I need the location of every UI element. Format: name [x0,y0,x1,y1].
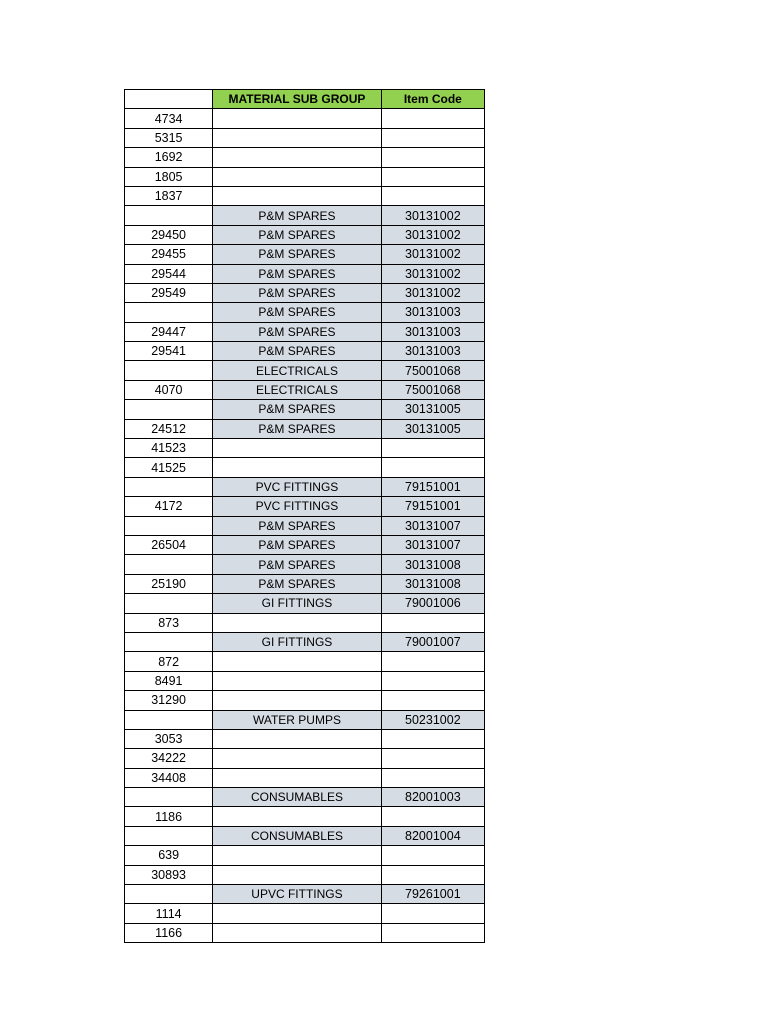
cell-material-sub-group [213,109,381,128]
cell-material-sub-group: CONSUMABLES [213,826,381,845]
cell-number [125,303,213,322]
cell-number: 3053 [125,729,213,748]
cell-material-sub-group: UPVC FITTINGS [213,885,381,904]
cell-number: 639 [125,846,213,865]
table-row [125,613,485,632]
cell-number: 1837 [125,186,213,205]
cell-number: 8491 [125,671,213,690]
cell-material-sub-group: P&M SPARES [213,225,381,244]
cell-item-code [381,807,484,826]
table-row [125,225,485,244]
table-row [125,128,485,147]
table-row [125,477,485,496]
cell-item-code [381,439,484,458]
cell-material-sub-group: P&M SPARES [213,419,381,438]
cell-item-code [381,186,484,205]
table-row [125,807,485,826]
table-row [125,303,485,322]
table-row [125,729,485,748]
cell-item-code [381,865,484,884]
cell-number: 29450 [125,225,213,244]
cell-item-code: 30131002 [381,283,484,302]
table-row [125,264,485,283]
cell-material-sub-group [213,128,381,147]
cell-item-code: 30131002 [381,245,484,264]
cell-number: 29541 [125,342,213,361]
cell-number: 29447 [125,322,213,341]
table-row [125,826,485,845]
cell-number: 34408 [125,768,213,787]
cell-number: 34222 [125,749,213,768]
cell-number [125,400,213,419]
cell-item-code [381,128,484,147]
table-row [125,361,485,380]
cell-item-code: 79001006 [381,594,484,613]
cell-number [125,788,213,807]
header-cell-material-sub-group: MATERIAL SUB GROUP [213,90,381,109]
table-row [125,865,485,884]
table-row [125,788,485,807]
table-row [125,186,485,205]
table-row [125,923,485,942]
cell-material-sub-group [213,729,381,748]
cell-item-code [381,652,484,671]
table-row [125,885,485,904]
cell-number: 29549 [125,283,213,302]
cell-material-sub-group: GI FITTINGS [213,594,381,613]
cell-item-code [381,768,484,787]
cell-item-code [381,671,484,690]
table-row [125,749,485,768]
table-row [125,283,485,302]
cell-number: 25190 [125,574,213,593]
cell-number: 4070 [125,380,213,399]
table-row [125,419,485,438]
cell-number [125,594,213,613]
table-row [125,632,485,651]
table-body [125,109,485,943]
cell-material-sub-group: CONSUMABLES [213,788,381,807]
table-row [125,691,485,710]
cell-item-code [381,109,484,128]
cell-material-sub-group: P&M SPARES [213,535,381,554]
cell-material-sub-group [213,768,381,787]
cell-number: 872 [125,652,213,671]
table-row [125,535,485,554]
cell-item-code: 30131003 [381,303,484,322]
table-row [125,516,485,535]
cell-number [125,206,213,225]
cell-number [125,555,213,574]
cell-material-sub-group: GI FITTINGS [213,632,381,651]
cell-item-code: 30131002 [381,264,484,283]
cell-number [125,516,213,535]
table-row [125,458,485,477]
cell-material-sub-group: PVC FITTINGS [213,497,381,516]
cell-material-sub-group [213,904,381,923]
table-row [125,671,485,690]
cell-number: 5315 [125,128,213,147]
cell-material-sub-group: P&M SPARES [213,283,381,302]
table-header [125,90,485,109]
cell-item-code [381,458,484,477]
table-row [125,400,485,419]
cell-number: 24512 [125,419,213,438]
cell-number: 29455 [125,245,213,264]
table-row [125,574,485,593]
cell-number [125,477,213,496]
cell-item-code: 50231002 [381,710,484,729]
cell-material-sub-group: WATER PUMPS [213,710,381,729]
table-row [125,245,485,264]
cell-material-sub-group: P&M SPARES [213,322,381,341]
cell-material-sub-group: ELECTRICALS [213,380,381,399]
table-row [125,904,485,923]
cell-material-sub-group: P&M SPARES [213,516,381,535]
cell-item-code: 75001068 [381,380,484,399]
table-row [125,768,485,787]
cell-material-sub-group [213,691,381,710]
cell-item-code: 82001003 [381,788,484,807]
cell-material-sub-group [213,923,381,942]
cell-number: 41523 [125,439,213,458]
cell-item-code: 30131002 [381,225,484,244]
cell-number [125,710,213,729]
cell-item-code: 30131003 [381,322,484,341]
header-row [125,90,485,109]
cell-material-sub-group: P&M SPARES [213,574,381,593]
table-row [125,109,485,128]
cell-item-code: 79151001 [381,497,484,516]
cell-number: 26504 [125,535,213,554]
cell-material-sub-group [213,613,381,632]
table-row [125,652,485,671]
cell-material-sub-group [213,439,381,458]
cell-material-sub-group [213,749,381,768]
cell-material-sub-group: P&M SPARES [213,342,381,361]
cell-item-code: 75001068 [381,361,484,380]
cell-item-code: 30131005 [381,419,484,438]
header-cell-number [125,90,213,109]
cell-item-code: 79001007 [381,632,484,651]
cell-material-sub-group [213,652,381,671]
cell-number: 1114 [125,904,213,923]
cell-item-code: 30131002 [381,206,484,225]
table-row [125,206,485,225]
cell-number: 29544 [125,264,213,283]
cell-item-code: 30131007 [381,535,484,554]
cell-number [125,632,213,651]
cell-item-code: 30131008 [381,555,484,574]
cell-material-sub-group [213,846,381,865]
cell-material-sub-group [213,148,381,167]
cell-material-sub-group: P&M SPARES [213,245,381,264]
table-row [125,148,485,167]
cell-material-sub-group: P&M SPARES [213,400,381,419]
cell-item-code [381,729,484,748]
cell-item-code: 79261001 [381,885,484,904]
table-row [125,497,485,516]
cell-number: 4172 [125,497,213,516]
cell-item-code: 30131007 [381,516,484,535]
table-row [125,555,485,574]
cell-item-code: 79151001 [381,477,484,496]
cell-item-code [381,691,484,710]
cell-number: 30893 [125,865,213,884]
table-row [125,322,485,341]
cell-number: 1166 [125,923,213,942]
table-row [125,710,485,729]
cell-material-sub-group [213,807,381,826]
table-row [125,594,485,613]
cell-material-sub-group: P&M SPARES [213,206,381,225]
table-row [125,167,485,186]
cell-material-sub-group [213,865,381,884]
cell-material-sub-group [213,671,381,690]
cell-item-code: 30131005 [381,400,484,419]
cell-material-sub-group [213,167,381,186]
cell-material-sub-group: P&M SPARES [213,555,381,574]
cell-item-code [381,167,484,186]
header-cell-item-code: Item Code [381,90,484,109]
cell-number: 873 [125,613,213,632]
table-row [125,342,485,361]
cell-number: 1186 [125,807,213,826]
cell-material-sub-group: P&M SPARES [213,303,381,322]
table-row [125,439,485,458]
cell-item-code [381,846,484,865]
cell-item-code [381,904,484,923]
cell-material-sub-group: PVC FITTINGS [213,477,381,496]
cell-item-code: 30131003 [381,342,484,361]
cell-number [125,826,213,845]
table-row [125,846,485,865]
cell-number: 1692 [125,148,213,167]
cell-number: 31290 [125,691,213,710]
cell-material-sub-group: ELECTRICALS [213,361,381,380]
cell-item-code [381,148,484,167]
cell-item-code [381,749,484,768]
table-row [125,380,485,399]
cell-item-code: 82001004 [381,826,484,845]
cell-item-code [381,923,484,942]
cell-material-sub-group [213,186,381,205]
cell-material-sub-group: P&M SPARES [213,264,381,283]
material-table [124,89,485,943]
cell-number [125,885,213,904]
cell-item-code: 30131008 [381,574,484,593]
cell-number: 4734 [125,109,213,128]
cell-material-sub-group [213,458,381,477]
cell-number: 1805 [125,167,213,186]
cell-number [125,361,213,380]
cell-number: 41525 [125,458,213,477]
cell-item-code [381,613,484,632]
